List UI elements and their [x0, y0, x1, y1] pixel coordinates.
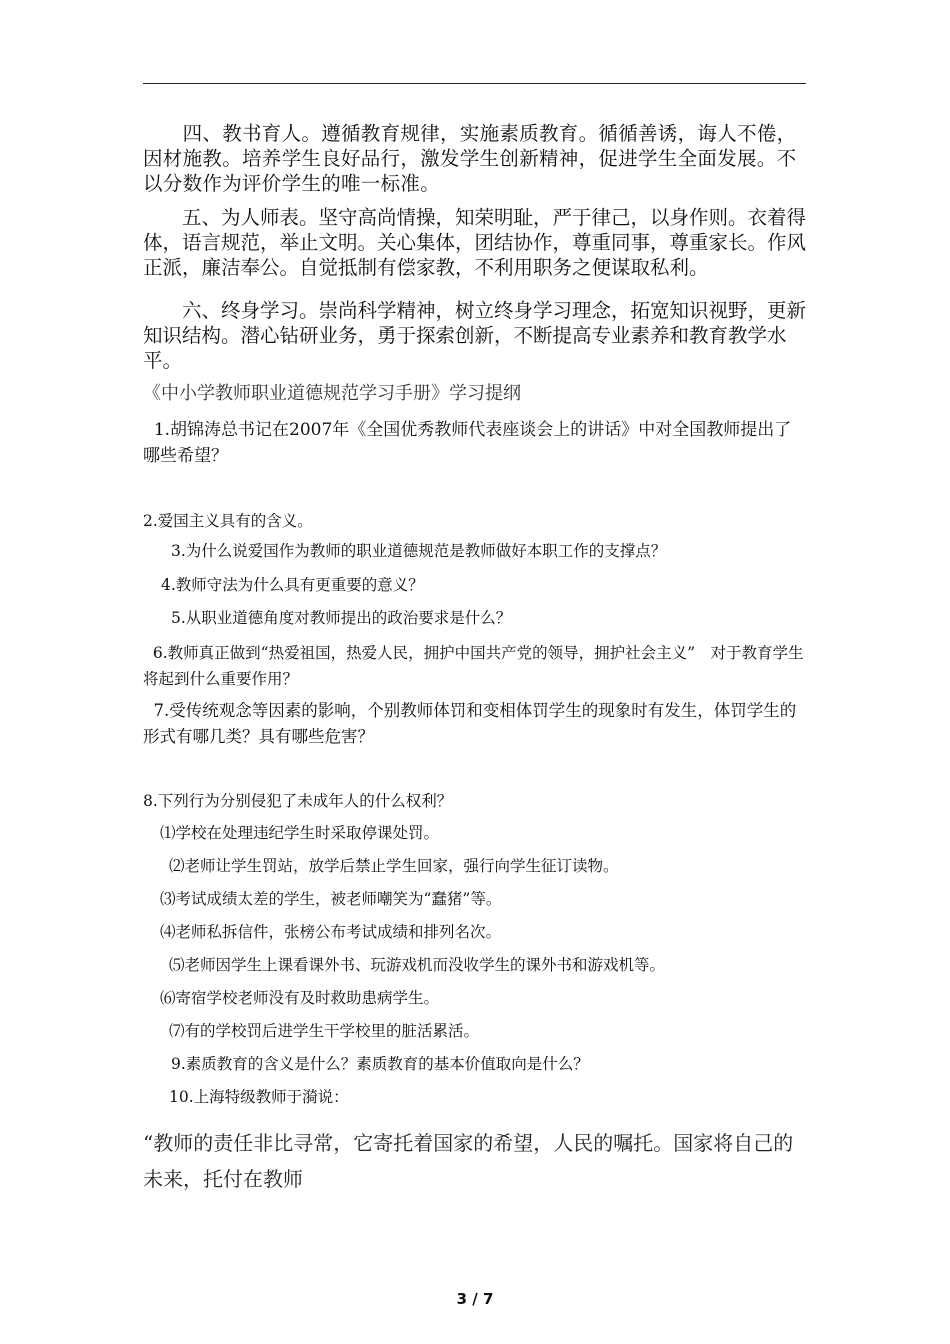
question-2: 2.爱国主义具有的含义。: [143, 512, 313, 530]
page-number: 3 / 7: [456, 1290, 494, 1308]
question-5: 5.从职业道德角度对教师提出的政治要求是什么？: [171, 609, 512, 627]
sub-item-1: ⑴学校在处理违纪学生时采取停课处罚。: [160, 824, 440, 842]
section-four: 四、教书育人。遵循教育规律，实施素质教育。循循善诱，诲人不倦，因材施教。培养学生良好品行，激发学生创新精神，促进学生全面发展。不以分数作为评价学生的唯一标准。: [143, 122, 797, 195]
section-five: 五、为人师表。坚守高尚情操，知荣明耻，严于律己，以身作则。衣着得体，语言规范，举止文明。关心集体，团结协作，尊重同事，尊重家长。作风正派，廉洁奉公。自觉抵制有偿家教，不利用职务之便谋取私利。: [143, 206, 807, 279]
quote-text: “教师的责任非比寻常，它寄托着国家的希望，人民的嘱托。国家将自己的未来，托付在教师: [143, 1131, 794, 1191]
question-3: 3.为什么说爱国作为教师的职业道德规范是教师做好本职工作的支撑点？: [171, 542, 667, 560]
question-10: 10.上海特级教师于漪说：: [169, 1088, 349, 1106]
question-1: 1.胡锦涛总书记在2007年《全国优秀教师代表座谈会上的讲话》中对全国教师提出了哪些希望？: [143, 420, 792, 466]
question-7: 7.受传统观念等因素的影响，个别教师体罚和变相体罚学生的现象时有发生，体罚学生的形式有哪几类？具有哪些危害？: [143, 701, 797, 746]
sub-item-2: ⑵老师让学生罚站，放学后禁止学生回家，强行向学生征订读物。: [169, 857, 619, 875]
sub-item-5: ⑸老师因学生上课看课外书、玩游戏机而没收学生的课外书和游戏机等。: [169, 956, 666, 974]
sub-item-6: ⑹寄宿学校老师没有及时救助患病学生。: [160, 989, 440, 1007]
section-six: 六、终身学习。崇尚科学精神，树立终身学习理念，拓宽知识视野，更新知识结构。潜心钻研业务，勇于探索创新，不断提高专业素养和教育教学水平。: [143, 299, 807, 372]
sub-item-4: ⑷老师私拆信件，张榜公布考试成绩和排列名次。: [160, 923, 502, 941]
sub-item-3: ⑶考试成绩太差的学生，被老师嘲笑为“蠢猪”等。: [160, 890, 502, 908]
question-4: 4.教师守法为什么具有更重要的意义？: [161, 576, 424, 594]
question-9: 9.素质教育的含义是什么？素质教育的基本价值取向是什么？: [171, 1055, 589, 1073]
outline-title: 《中小学教师职业道德规范学习手册》学习提纲: [143, 383, 521, 404]
sub-item-7: ⑺有的学校罚后进学生干学校里的脏活累活。: [169, 1022, 480, 1040]
question-6: 6.教师真正做到“热爱祖国，热爱人民，拥护中国共产党的领导，拥护社会主义” 对于教育学生将起到什么重要作用？: [143, 644, 804, 688]
question-8: 8.下列行为分别侵犯了未成年人的什么权利？: [143, 792, 453, 810]
header-rule: [143, 83, 806, 84]
